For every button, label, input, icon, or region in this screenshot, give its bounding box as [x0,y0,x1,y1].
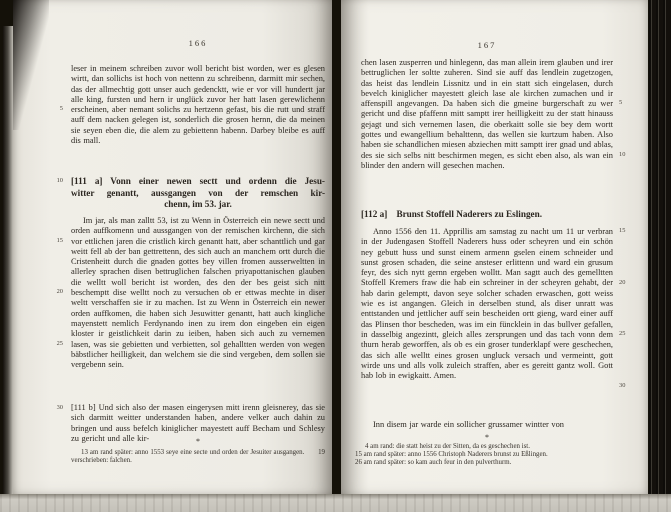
paragraph-111a-body: Im jar, als man zalltt 53, ist zu Wenn in Österreich ein newe sectt und orden auffkomenn und aussgangen von der remischen kirchenn, die sich vor ettlichen jaren die cristlich kirch genantt hatt, aber schanttlich und gar weitt fell ab der ban gettrettenn, des sich auch an manchem ortt durch die Cristenheitt durch die gnaden gottes bey villen fromen ausserweltten in allerley sprachen disen bettruglichen falschen priyapottanischen glauben die welltt woll bericht ist worden, des den der bes geist sich nitt beschemptt dise welltt noch zu versuchen ob er ettwas mechte in diser weltt verschaffen sie ir zu machen. Ist zu Wenn in Österreich ein newer orden auffkomen, die haben sich Jesuwitter genantt, hatt auch kingliche mayenstett nemlich Ferdynando inen zu irem don eingeben ein eigen kloster ir geistlichkeit darin zu ieiben, haben sich auch zu vernemen lasen, was sie gebietten und verbietten, sol gehalltten werden von wegen bäbstlicher heilligkeit, dan welchem sie die sind vergeben, dem sollen sie vergebenn sein. [71,216,325,370]
footnote: 4 am rand: die statt heist zu der Sitten, da es geschechen ist. [365,443,530,450]
margin-line-number: 20 [619,279,626,286]
book-fore-edge-band [0,494,671,512]
paragraph-112a-body: Anno 1556 den 11. Apprillis am samstag zu nacht um 11 ur verbran in der Judengasen Stoffell Naderers huss oder scheyren und ein schön ney gebutt huss und sunst einem armenn gselen einem schneider und sunst grosen schaden, die seine ansteser erlittenn und ward ein grusum feyr, des sich nytt gernn ergeben wolltt. Man sagtt auch des gemelltten Stoffell Kremers fraw die hab ein schreiner in der scheyren gehabt, der hab darin gelemptt, davon seye solcher schaden erwaschen, gott weiss wie es ist angangen. Gleich in derselben stund, als diser unratt was enttstanden und jettlicher auff sein bescheiden ortt gieng, ward einer auff das Plinsen thor bescheden, was im ein füncklein in das bullver gefallen, in dasselbig angezintt, gleich alles zersprungen und das tach vonn dem thurn herab geworffen, als ob es ein groser tunderklapf were geschechen, das sich alle welltt eines grosen ungluck versach und vermeintt, gott wirde uns und alls volk zuleich straffen, aber es gereitt gantz woll. Gott hab lob in ewigkaitt. Amen. [361,227,613,381]
book-edge-right [649,0,671,494]
footnote: 15 am rand später: anno 1556 Christoph Naderers brunst zu Eßlingen. [355,450,548,458]
footnote-separator: * [196,437,200,446]
page-corner-shadow [13,0,49,130]
section-heading-112a: [112 a] Brunst Stoffell Naderers zu Eslingen. [361,209,543,219]
footnote-separator: * [485,433,489,442]
margin-line-number: 25 [56,340,63,347]
margin-line-number: 30 [619,382,626,389]
margin-line-number: 5 [59,105,63,112]
section-heading-111a [71,176,325,211]
margin-line-number: 20 [56,288,63,295]
footnote: 26 am rand später: so kam auch feur in den pulverthurm. [355,458,512,466]
heading-line: chenn, im 53. jar. [164,199,232,210]
page-right-167 [341,0,648,494]
footnote-block [355,443,617,466]
footnote: 13 am rand später: anno 1553 seye eine secte und orden der Jesuiter ausgangen. 19 verschrieben: falchen. [71,449,325,464]
margin-line-number: 10 [619,151,626,158]
paragraph-continuation: chen lasen zusperren und hinlegenn, das man allein irem glauben und irer bettruglichen ler soltte zuheren. Sind sie auff das lendlein zugetzogen, das heist das lendlein Lissnitz und in ein statt sich eingelasen, durch bevelch kiniglicher mayestett gleich lase ale kirchen zumachen und ir affenspill angevangen. Da haben sich die gmeine burgerschaft zu wer gericht und dise pfaffenn mitt samptt irer heilligkeitt zu der statt hinauss gejagt und sich vernemen lasen, die oberkaitt solle sie bey dem wortt gottes und ewangellium behalttenn, das wellen sie kurtzum haben. Also haben sie schandlichen miesen abziechen mitt samptt irer gnad und ablas, des sie sich selbs nitt beschirmen megen, es sicht eben also, als wan ein blinder den andern will gesechen machen. [361,58,614,170]
heading-line: [111 a] Vonn einer newen sectt und ordenn die Jesu- [71,176,325,186]
margin-line-number: 15 [619,227,626,234]
page-number: 166 [188,38,208,48]
margin-line-number: 30 [56,404,63,411]
margin-line-number: 15 [56,237,63,244]
paragraph-111b-body: [111 b] Und sich also der masen eingerysen mitt irenn gleisnerey, das sie sich darmitt weitter understanden haben, andere velker auch dahin zu bringen und auss befelch kiniglicher mayestett auff Becham und Schlesy zu gericht und alle kir- [71,403,325,443]
margin-line-number: 5 [619,99,623,106]
page-left-166 [13,0,332,494]
paragraph-112a-body2: Inn disem jar warde ein sollicher grussamer wintter von [373,420,564,429]
paragraph-continuation: leser in meinem schreiben zuvor woll bericht bist worden, wer es glesen wirtt, dan sollichs ist hoch von nettenn zu schreibenn, darmitt mir sechen, das der allmechtig gott unser auch gedencktt, wie er vor vill hundertt jar alle king, fursten und hern ir unglück zuvor her hatt lasen gerewlichenn erscheinen, aber nemant solichs zu hertzenn gefast, bis die rutt und straff auff dem nacken gelegen ist, sonderlich die grosen hernn, die da meinen sie seyen eben die, die alem zu gebiettenn habenn. Darbey bleibe es auff dis mall. [71,64,325,146]
footnote-block [71,449,325,465]
heading-line: witter genantt, aussgangen von der remschen kir- [71,187,325,198]
page-number: 167 [477,40,497,50]
margin-line-number: 10 [56,177,63,184]
margin-line-number: 25 [619,330,626,337]
